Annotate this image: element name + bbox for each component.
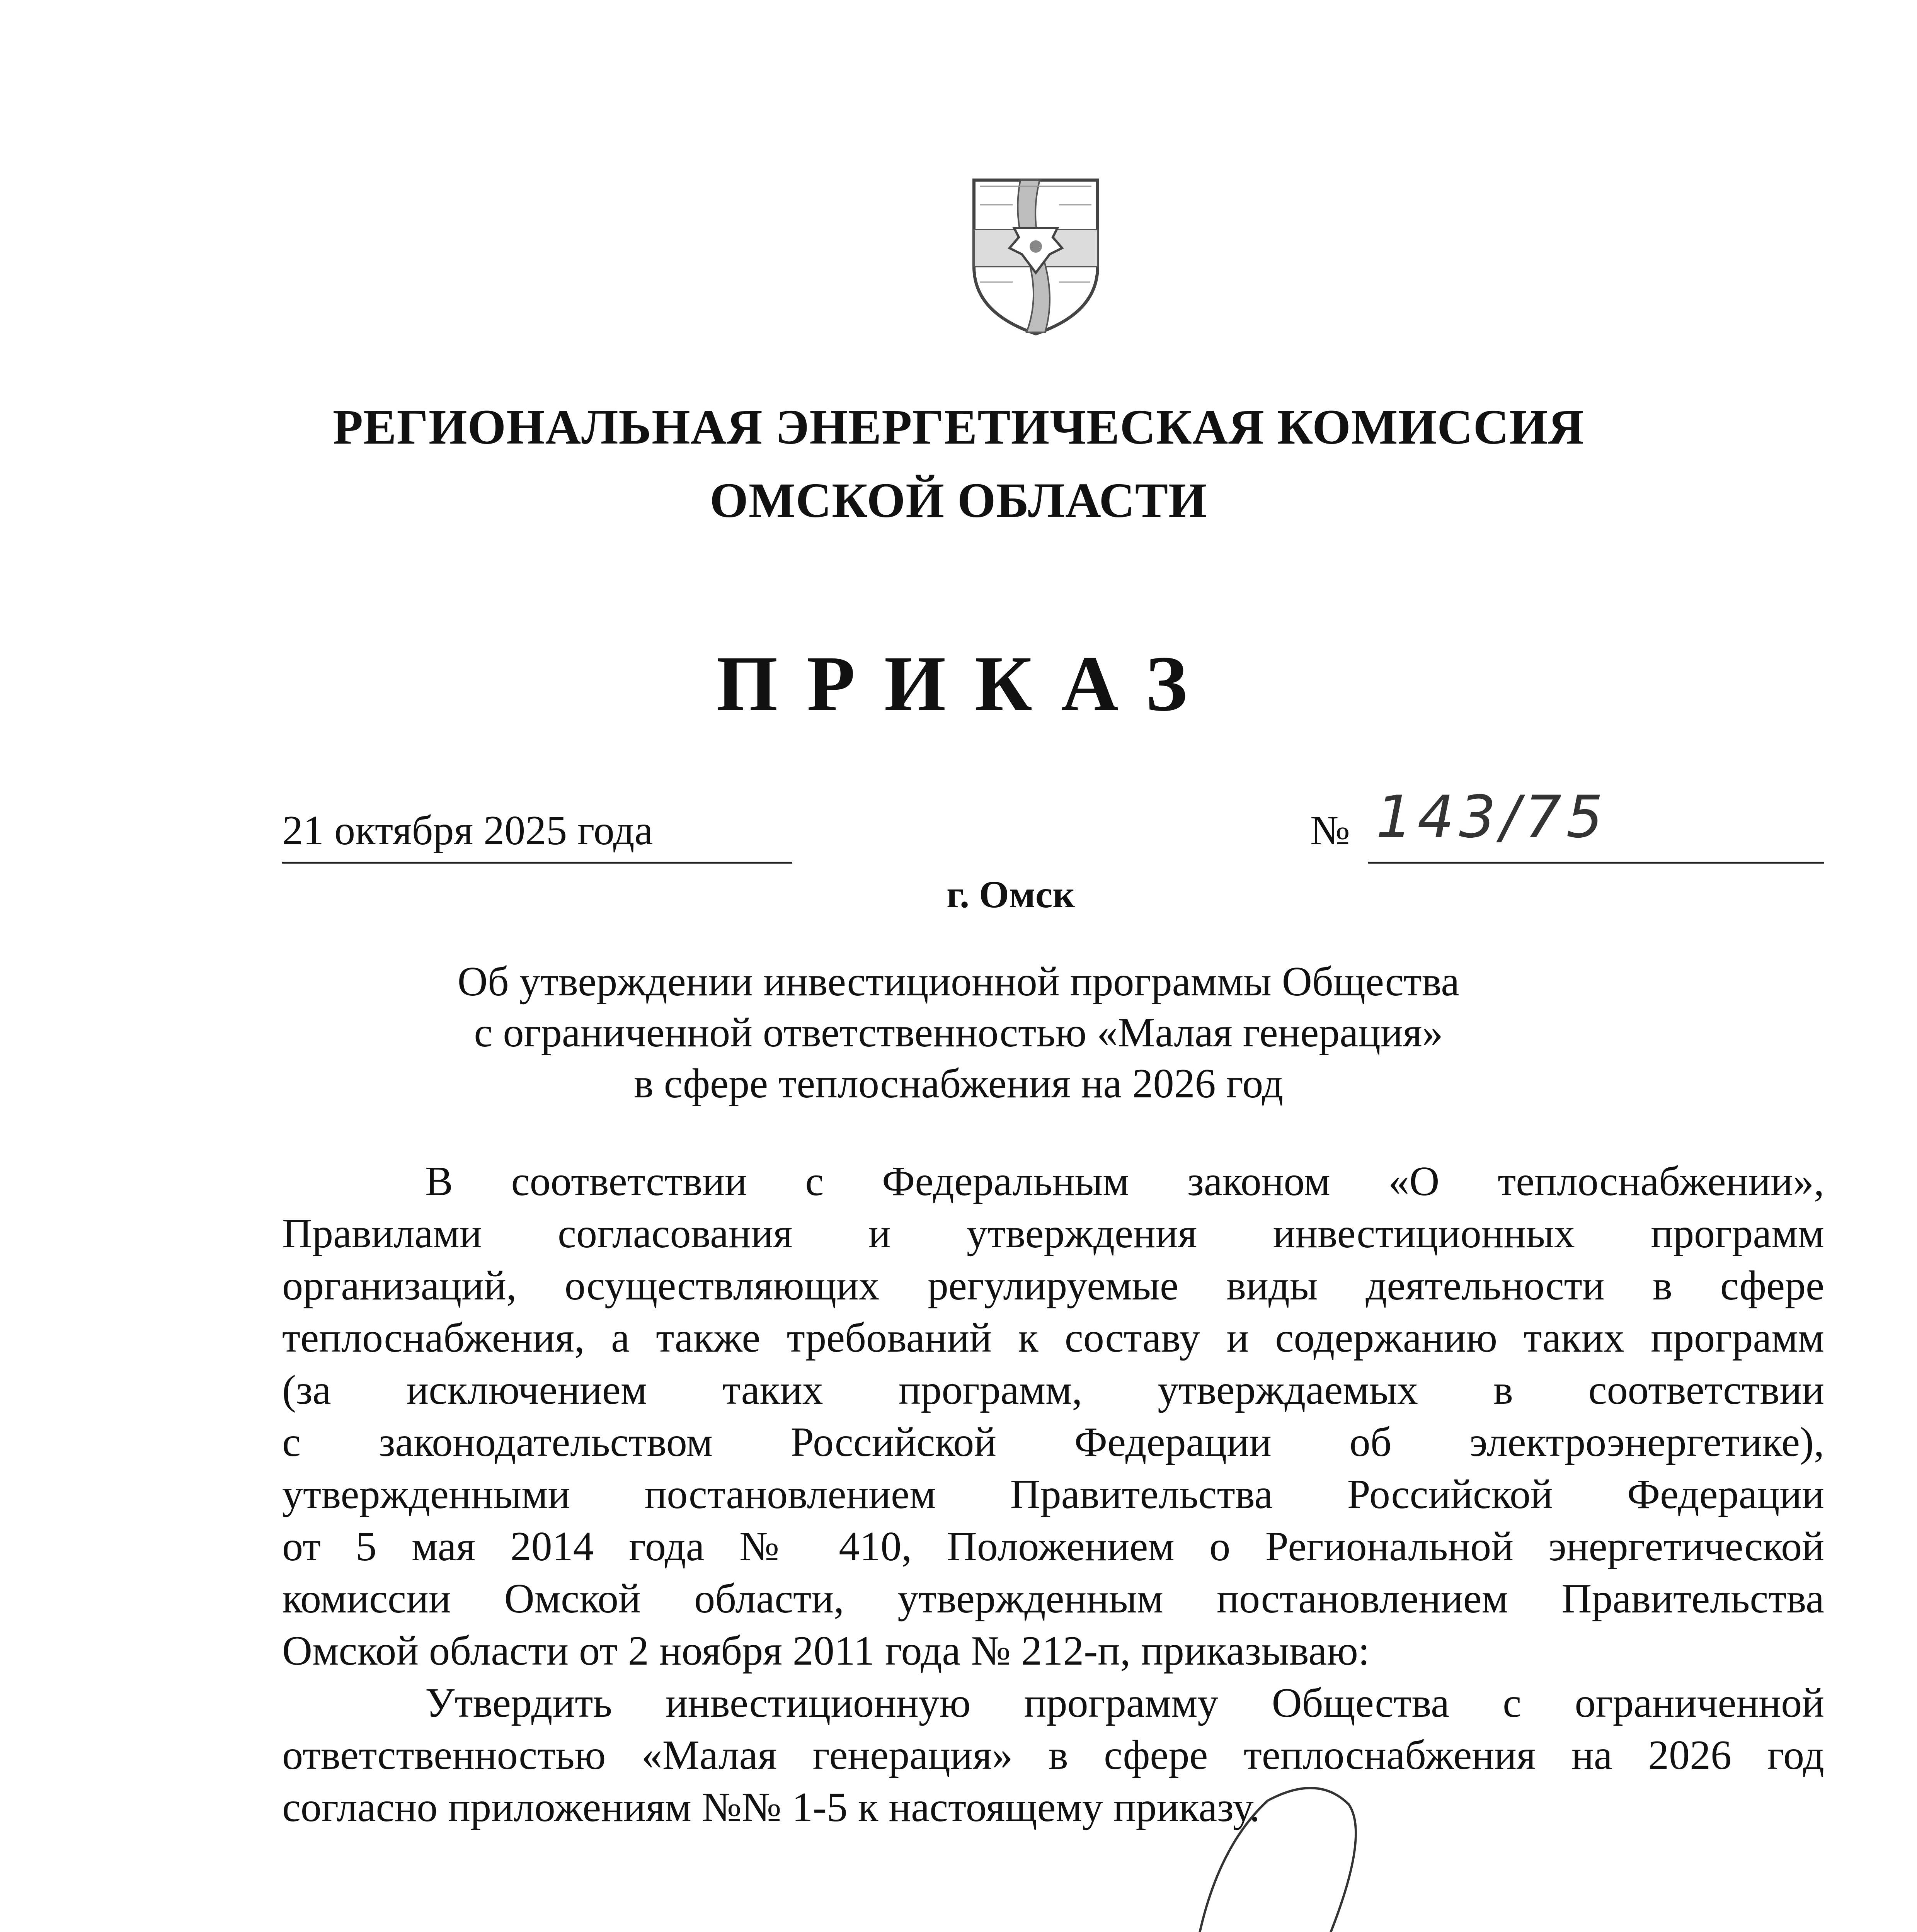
document-subject [0, 956, 1917, 1109]
body-line: Омской области от 2 ноября 2011 года № 212-п, приказываю: [282, 1628, 1370, 1674]
coat-of-arms-icon [966, 174, 1105, 340]
subject-line: в сфере теплоснабжения на 2026 год [633, 1061, 1284, 1107]
document-body [282, 1155, 1824, 1833]
body-line: ответственностью «Малая генерация» в сфере теплоснабжения на 2026 год [282, 1732, 1824, 1778]
organization-name-line-1: РЕГИОНАЛЬНАЯ ЭНЕРГЕТИЧЕСКАЯ КОМИССИЯ [332, 400, 1585, 454]
body-line: утвержденными постановлением Правительства Российской Федерации [282, 1471, 1824, 1517]
subject-line: Об утверждении инвестиционной программы Общества [457, 959, 1460, 1005]
body-line: Правилами согласования и утверждения инвестиционных программ [282, 1211, 1824, 1257]
body-line: комиссии Омской области, утвержденным постановлением Правительства [282, 1576, 1824, 1622]
body-line: организаций, осуществляющих регулируемые виды деятельности в сфере [282, 1263, 1824, 1309]
body-line: В соответствии с Федеральным законом «О теплоснабжении», [425, 1158, 1824, 1204]
handwritten-signature-icon [1102, 1777, 1372, 1932]
body-line: согласно приложениям №№ 1-5 к настоящему приказу. [282, 1784, 1260, 1830]
body-paragraph-2 [282, 1677, 1824, 1833]
document-city: г. Омск [946, 873, 1075, 916]
body-line: с законодательством Российской Федерации об электроэнергетике), [282, 1419, 1824, 1465]
document-type-title: ПРИКАЗ [716, 640, 1216, 728]
document-number: 143/75 [1376, 784, 1608, 851]
organization-name-line-2: ОМСКОЙ ОБЛАСТИ [710, 473, 1207, 528]
body-line: (за исключением таких программ, утверждаемых в соответствии [282, 1367, 1824, 1413]
subject-line: с ограниченной ответственностью «Малая генерация» [474, 1010, 1443, 1056]
organization-name [0, 390, 1917, 537]
document-number-label: № [1310, 808, 1350, 854]
body-line: от 5 мая 2014 года № 410, Положением о Региональной энергетической [282, 1524, 1824, 1570]
number-underline [1368, 862, 1824, 864]
body-line: теплоснабжения, а также требований к составу и содержанию таких программ [282, 1315, 1824, 1361]
body-line: Утвердить инвестиционную программу Общества с ограниченной [425, 1680, 1824, 1726]
document-date: 21 октября 2025 года [282, 808, 653, 854]
date-underline [282, 862, 792, 864]
body-paragraph-1 [282, 1155, 1824, 1677]
